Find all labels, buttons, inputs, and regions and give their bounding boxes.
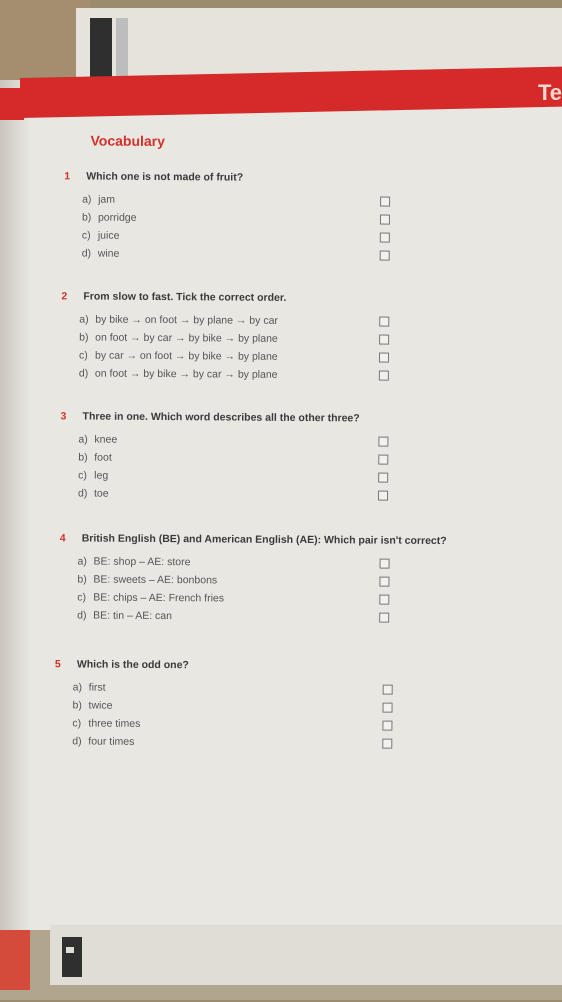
- question-prompt: From slow to fast. Tick the correct order.: [83, 290, 287, 304]
- answer-checkbox[interactable]: [379, 353, 389, 363]
- question-title: [61, 410, 360, 424]
- option: [73, 678, 189, 697]
- question-number: 4: [59, 532, 66, 545]
- option: [82, 226, 243, 245]
- answer-checkbox[interactable]: [378, 491, 388, 501]
- option-letter: c): [78, 469, 87, 482]
- background-page-bottom: [50, 925, 562, 985]
- option-letter: d): [77, 609, 87, 622]
- section-heading: Vocabulary: [90, 132, 165, 150]
- question-2: [61, 290, 286, 384]
- red-edge-bottom: [0, 930, 30, 990]
- question-number: 3: [60, 410, 67, 423]
- question-title: [55, 658, 189, 671]
- answer-checkbox[interactable]: [379, 595, 389, 605]
- page-tab: [62, 937, 82, 977]
- option-letter: b): [78, 451, 88, 464]
- option: [82, 190, 243, 209]
- page-tab-mark: [66, 947, 74, 953]
- option-text: jam: [98, 193, 116, 206]
- option: [72, 714, 188, 733]
- option-text: BE: sweets – AE: bonbons: [93, 573, 218, 587]
- option-letter: a): [77, 555, 87, 568]
- answer-checkbox[interactable]: [380, 251, 390, 261]
- option-text: wine: [97, 247, 120, 260]
- option-text: knee: [94, 433, 118, 446]
- question-title: [64, 170, 243, 183]
- option-text: BE: chips – AE: French fries: [93, 591, 225, 605]
- option: [72, 696, 188, 715]
- answer-checkbox[interactable]: [380, 559, 390, 569]
- option-text: leg: [94, 469, 109, 482]
- answer-checkbox[interactable]: [378, 437, 388, 447]
- option-text: four times: [88, 735, 135, 748]
- answer-checkbox[interactable]: [382, 739, 392, 749]
- question-3: [60, 410, 360, 504]
- option-text: on foot → by bike → by car → by plane: [94, 367, 278, 381]
- question-prompt: Three in one. Which word describes all the other three?: [82, 410, 360, 425]
- answer-checkbox[interactable]: [379, 317, 389, 327]
- option: [82, 244, 243, 263]
- answer-checkbox[interactable]: [380, 197, 390, 207]
- option-letter: c): [81, 229, 91, 242]
- option-text: first: [88, 681, 106, 694]
- option: [79, 346, 286, 365]
- option-letter: c): [78, 349, 88, 362]
- option-letter: c): [77, 591, 87, 604]
- option-letter: d): [72, 735, 82, 748]
- answer-checkbox[interactable]: [379, 613, 389, 623]
- option-text: juice: [97, 229, 120, 242]
- question-prompt: Which one is not made of fruit?: [86, 170, 244, 184]
- answer-checkbox[interactable]: [379, 371, 389, 381]
- option-text: porridge: [97, 211, 137, 224]
- option: [79, 328, 286, 347]
- option-letter: c): [72, 717, 82, 730]
- question-number: 1: [64, 170, 71, 183]
- option: [78, 466, 359, 486]
- option-letter: d): [78, 367, 89, 380]
- option-text: foot: [94, 451, 112, 464]
- option-letter: b): [81, 211, 92, 224]
- answer-checkbox[interactable]: [378, 455, 388, 465]
- option: [78, 448, 359, 468]
- option-text: BE: tin – AE: can: [93, 609, 173, 623]
- option: [82, 208, 243, 227]
- question-number: 2: [61, 290, 68, 303]
- option-letter: a): [72, 681, 83, 694]
- option-text: twice: [88, 699, 113, 712]
- option-letter: d): [77, 487, 88, 500]
- option-letter: a): [82, 193, 92, 206]
- option: [79, 310, 286, 329]
- question-number: 5: [54, 658, 61, 671]
- question-title: [60, 532, 447, 547]
- question-prompt: Which is the odd one?: [76, 658, 189, 672]
- question-prompt: British English (BE) and American English (AE): Which pair isn't correct?: [81, 532, 447, 548]
- question-1: [64, 170, 244, 263]
- option: [72, 732, 188, 751]
- answer-checkbox[interactable]: [379, 335, 389, 345]
- option-letter: a): [79, 313, 89, 326]
- option-text: toe: [93, 487, 109, 500]
- answer-checkbox[interactable]: [380, 215, 390, 225]
- option-letter: a): [78, 433, 88, 446]
- option-letter: b): [77, 573, 87, 586]
- option-text: on foot → by car → by bike → by plane: [95, 331, 278, 345]
- banner-text: Te: [537, 80, 562, 105]
- option-text: by car → on foot → by bike → by plane: [94, 349, 278, 363]
- answer-checkbox[interactable]: [379, 577, 389, 587]
- answer-checkbox[interactable]: [383, 685, 393, 695]
- option-text: three times: [88, 717, 141, 730]
- answer-checkbox[interactable]: [378, 473, 388, 483]
- question-title: [61, 290, 286, 304]
- answer-checkbox[interactable]: [382, 721, 392, 731]
- option: [79, 364, 286, 383]
- option-text: BE: shop – AE: store: [93, 555, 191, 569]
- option-letter: b): [72, 699, 82, 712]
- answer-checkbox[interactable]: [383, 703, 393, 713]
- question-5: [54, 658, 189, 751]
- option-letter: d): [81, 247, 92, 260]
- option: [78, 430, 359, 450]
- option-text: by bike → on foot → by plane → by car: [95, 313, 278, 327]
- answer-checkbox[interactable]: [380, 233, 390, 243]
- option: [77, 606, 446, 627]
- option: [78, 484, 359, 504]
- option-letter: b): [79, 331, 89, 344]
